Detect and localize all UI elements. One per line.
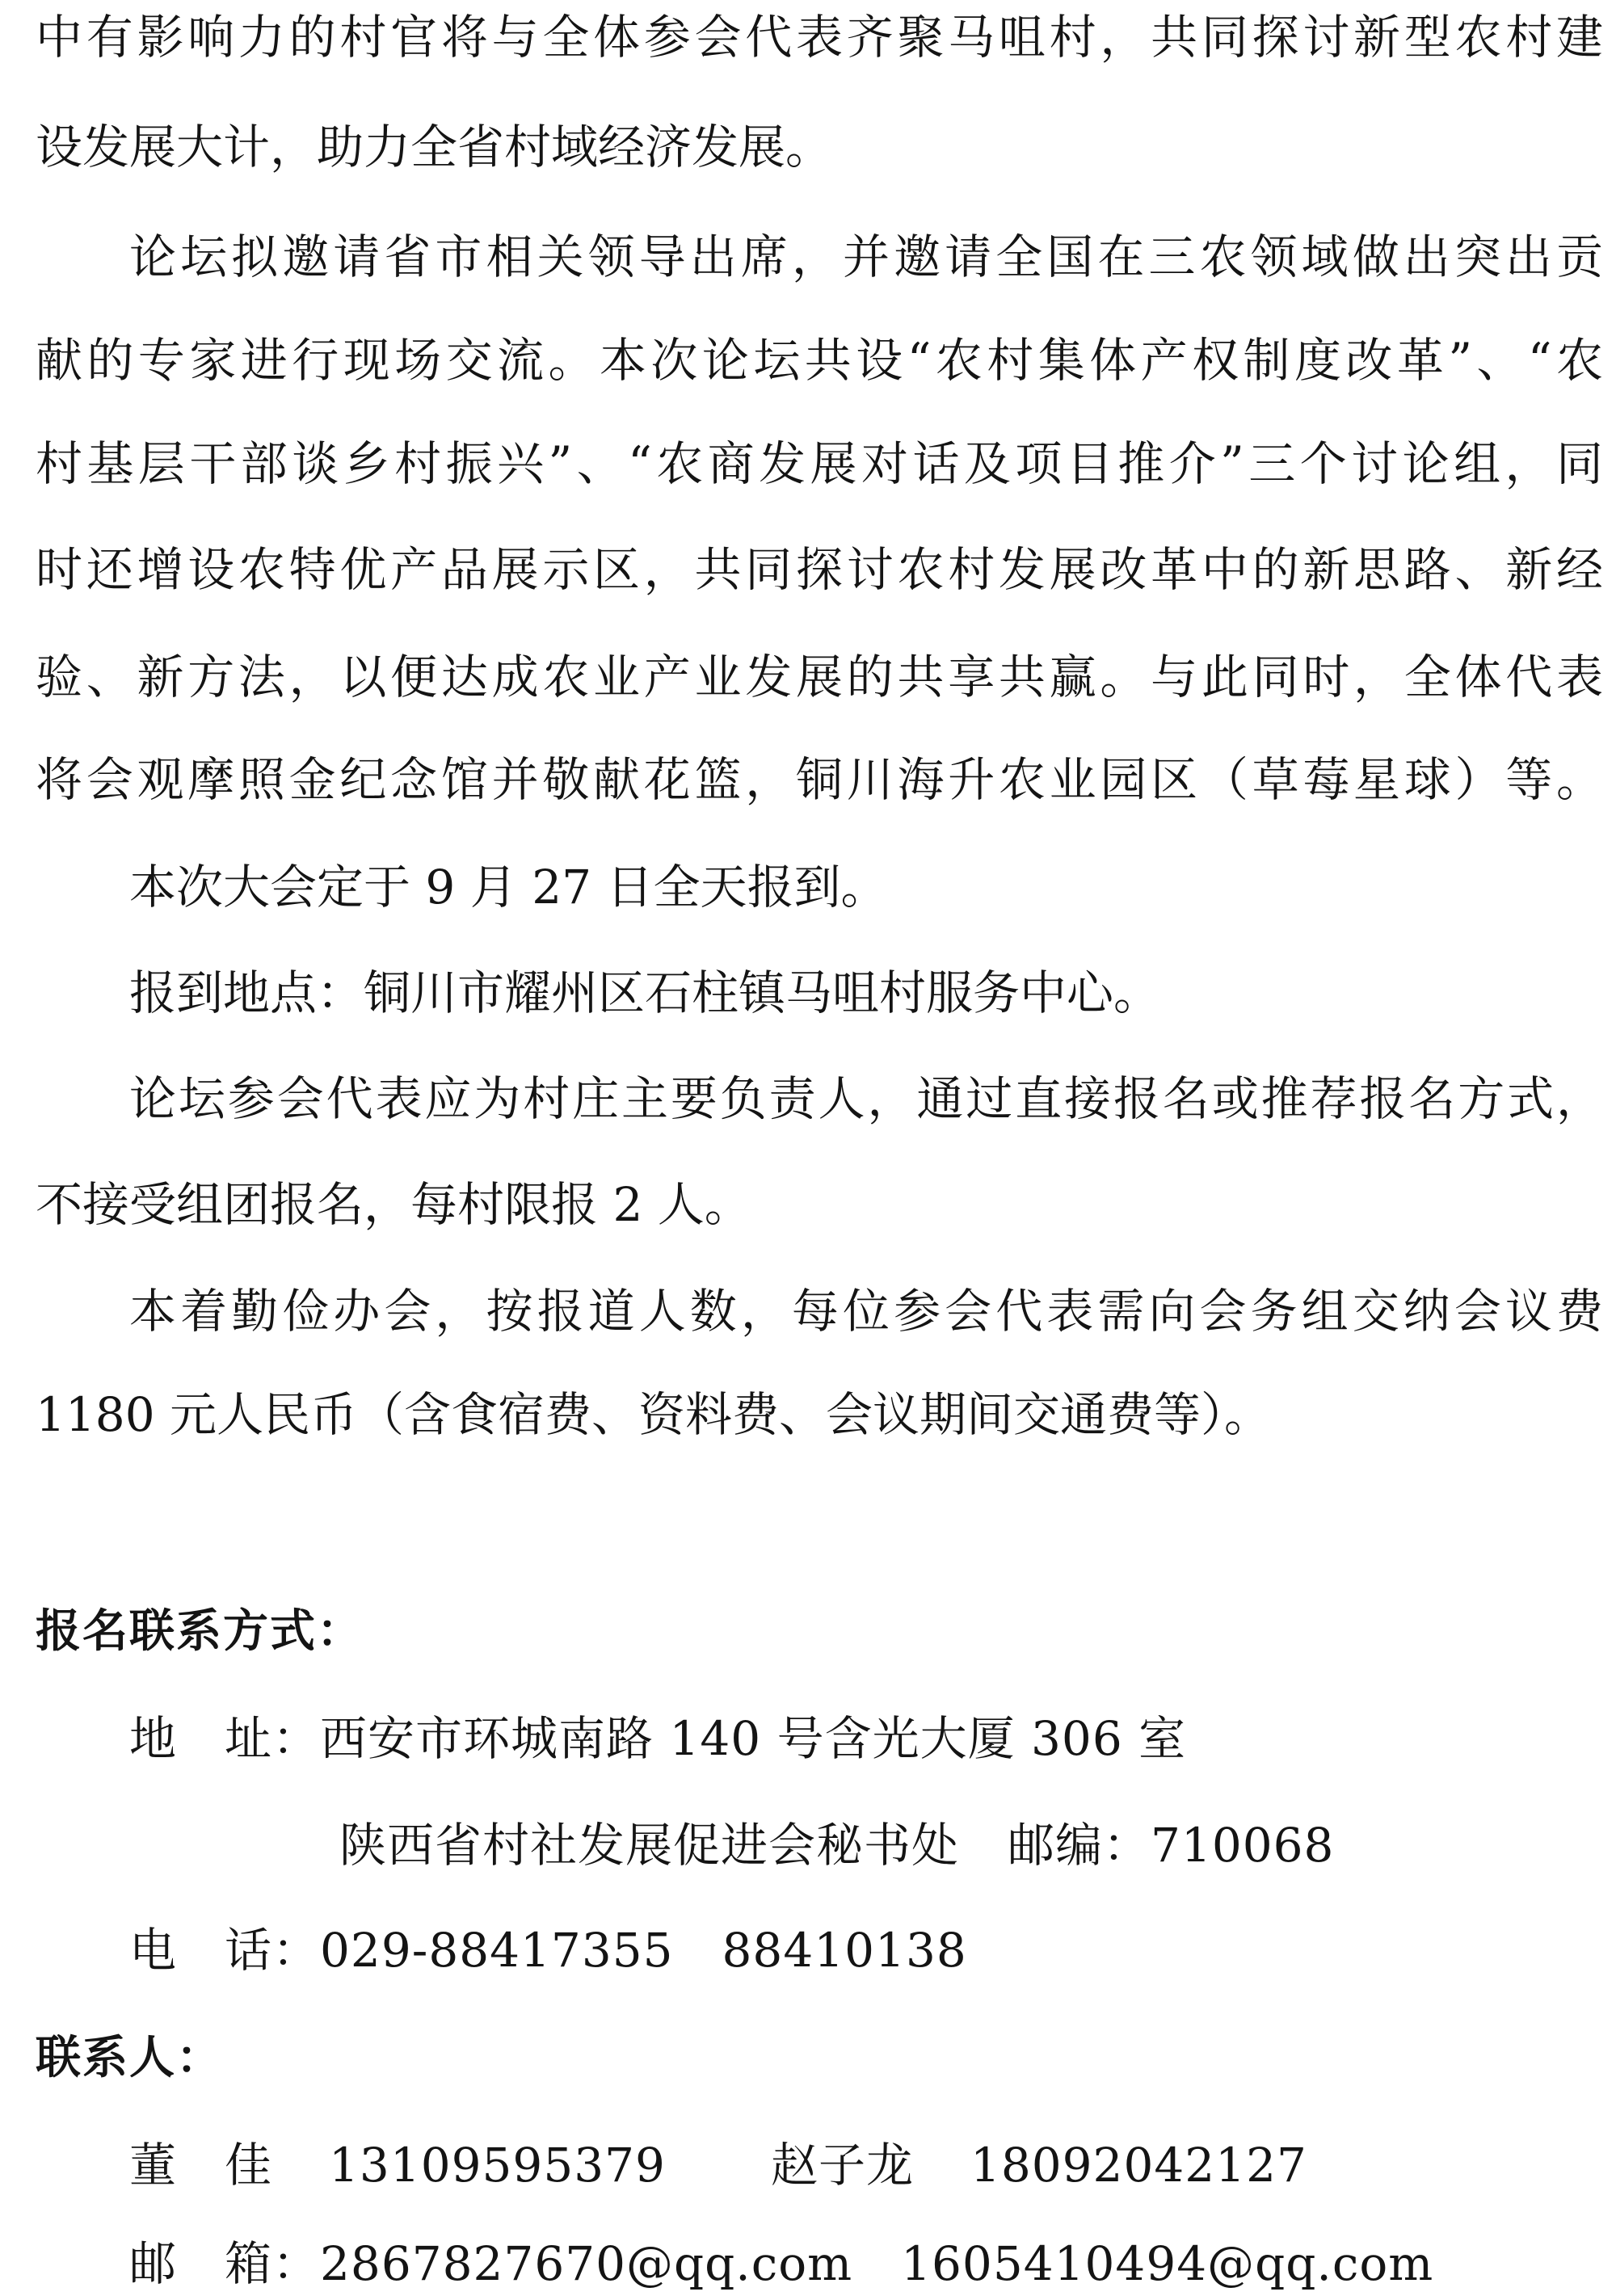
- paragraph-line: 村基层干部谈乡村振兴”、“农商发展对话及项目推介”三个讨论组，同: [36, 436, 1603, 491]
- email-label: 邮 箱：: [129, 2236, 321, 2291]
- address-org-line: [339, 1813, 1603, 1878]
- paragraph-line: 验、新方法，以便达成农业产业发展的共享共赢。与此同时，全体代表: [36, 650, 1603, 704]
- paragraph-line: 时还增设农特优产品展示区，共同探讨农村发展改革中的新思路、新经: [36, 542, 1603, 597]
- phone-line: [129, 1918, 1603, 1983]
- paragraph-line: 1180 元人民币（含食宿费、资料费、会议期间交通费等）。: [36, 1387, 1272, 1442]
- postcode-value: 710068: [1151, 1818, 1335, 1873]
- phone-number-1: 029-88417355: [320, 1923, 674, 1978]
- contacts-heading: 联系人：: [36, 2032, 223, 2084]
- email-line: [129, 2231, 1603, 2296]
- address-value: 西安市环城南路 140 号含光大厦 306 室: [320, 1711, 1187, 1766]
- paragraph-line: 论坛拟邀请省市相关领导出席，并邀请全国在三农领域做出突出贡: [129, 229, 1603, 284]
- contact-person-phone: 18092042127: [970, 2138, 1307, 2193]
- address-organization: 陕西省村社发展促进会秘书处: [339, 1818, 960, 1873]
- contact-heading: 报名联系方式：: [36, 1605, 364, 1658]
- contact-person-name: 董 佳: [129, 2138, 273, 2193]
- contact-person-phone: 13109595379: [329, 2138, 666, 2193]
- paragraph-line: 本次大会定于 9 月 27 日全天报到。: [129, 860, 888, 915]
- phone-label: 电 话：: [129, 1923, 321, 1978]
- email-address-1: 2867827670@qq.com: [320, 2236, 853, 2291]
- paragraph-line: 设发展大计，助力全省村域经济发展。: [36, 120, 833, 175]
- paragraph-line: 中有影响力的村官将与全体参会代表齐聚马咀村，共同探讨新型农村建: [36, 10, 1603, 65]
- postcode-label: 邮编：: [1008, 1818, 1151, 1873]
- contact-person-line: [129, 2133, 1603, 2197]
- paragraph-line: 本着勤俭办会，按报道人数，每位参会代表需向会务组交纳会议费: [129, 1284, 1603, 1339]
- contact-person-name: 赵子龙: [770, 2138, 914, 2193]
- paragraph-line: 将会观摩照金纪念馆并敬献花篮，铜川海升农业园区（草莓星球）等。: [36, 752, 1603, 807]
- paragraph-line: 论坛参会代表应为村庄主要负责人，通过直接报名或推荐报名方式，: [129, 1071, 1603, 1126]
- phone-number-2: 88410138: [722, 1923, 967, 1978]
- address-label: 地 址：: [129, 1711, 321, 1766]
- paragraph-line: 不接受组团报名，每村限报 2 人。: [36, 1177, 751, 1232]
- paragraph-line: 献的专家进行现场交流。本次论坛共设“农村集体产权制度改革”、“农: [36, 333, 1603, 388]
- paragraph-line: 报到地点：铜川市耀州区石柱镇马咀村服务中心。: [129, 965, 1161, 1020]
- email-address-2: 1605410494@qq.com: [901, 2236, 1434, 2291]
- address-line: [129, 1706, 1603, 1771]
